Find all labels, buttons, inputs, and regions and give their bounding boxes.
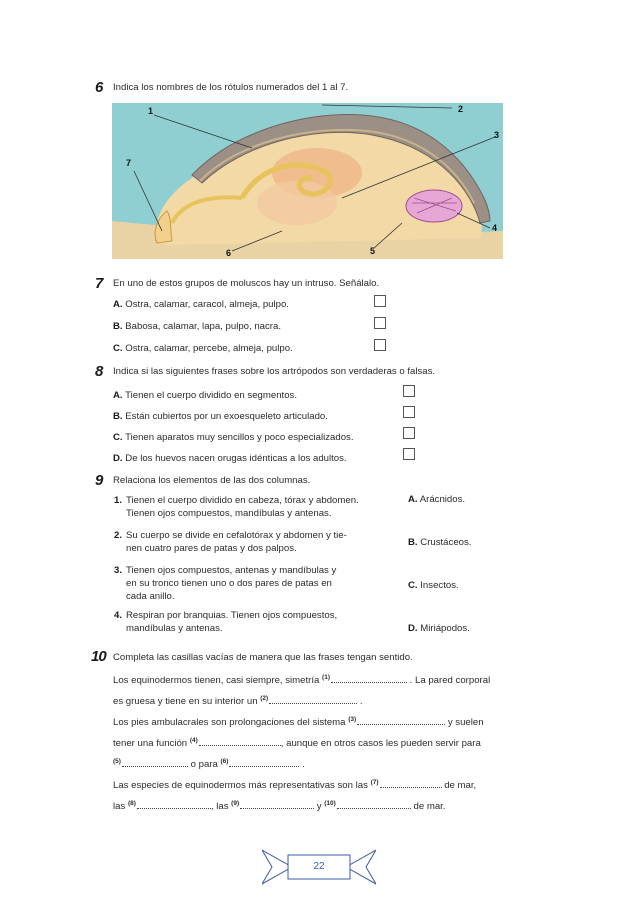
- q9-item-4-line-2: mandíbulas y antenas.: [126, 623, 223, 634]
- q9-item-2-line-2: nen cuatro pares de patas y dos palpos.: [126, 543, 297, 554]
- q10-sentence-2: [113, 693, 363, 708]
- exercise-number-8: 8: [95, 363, 103, 380]
- diagram-label-6: 6: [226, 248, 232, 258]
- q9-item-3-number: 3.: [114, 565, 123, 576]
- blank-8[interactable]: [137, 799, 211, 809]
- q9-item-4-line-1: Respiran por branquias. Tienen ojos compuestos,: [126, 610, 338, 621]
- exercise-10-prompt: Completa las casillas vacías de manera que las frases tengan sentido.: [113, 652, 413, 663]
- q7-checkbox-a[interactable]: [374, 295, 386, 307]
- q10-text-7b: , las: [210, 801, 229, 812]
- blank-marker-5: (5): [113, 758, 121, 765]
- diagram-label-1: 1: [148, 106, 154, 116]
- q7-option-c-text: Ostra, calamar, percebe, almeja, pulpo.: [125, 343, 293, 354]
- exercise-7-prompt: En uno de estos grupos de moluscos hay un intruso. Señálalo.: [113, 278, 380, 289]
- blank-marker-1: (1): [322, 674, 330, 681]
- exercise-number-10: 10: [91, 648, 106, 665]
- blank-marker-9: (9): [231, 800, 240, 807]
- q10-sentence-6: [113, 777, 476, 792]
- blank-9[interactable]: [240, 799, 314, 809]
- exercise-9-prompt: Relaciona los elementos de las dos columnas.: [113, 475, 311, 486]
- q10-text-4b: , aunque en otros casos les pueden servir para: [280, 738, 481, 749]
- page-number: 22: [313, 861, 325, 872]
- q9-answer-d-text: Miriápodos.: [420, 623, 470, 634]
- diagram-label-2: 2: [458, 104, 464, 114]
- mollusc-diagram-svg: [112, 103, 503, 259]
- q9-item-2-number: 2.: [114, 530, 123, 541]
- q10-text-7c: y: [316, 801, 322, 812]
- q8-option-b-text: Están cubiertos por un exoesqueleto articulado.: [125, 411, 328, 422]
- q8-checkbox-d[interactable]: [403, 448, 415, 460]
- q7-option-a: [113, 299, 289, 311]
- diagram-label-3: 3: [494, 130, 500, 140]
- q8-option-d-letter: D.: [113, 453, 123, 464]
- q10-text-5b: .: [302, 759, 305, 770]
- blank-marker-4: (4): [189, 737, 198, 744]
- q8-checkbox-a[interactable]: [403, 385, 415, 397]
- blank-6[interactable]: [229, 757, 299, 767]
- mollusc-diagram: [112, 103, 503, 259]
- q10-text-5a: o para: [190, 759, 218, 770]
- q9-answer-b-text: Crustáceos.: [420, 537, 472, 548]
- exercise-8-prompt: Indica si las siguientes frases sobre los artrópodos son verdaderas o falsas.: [113, 366, 436, 377]
- q8-option-b: [113, 411, 328, 423]
- q8-checkbox-c[interactable]: [403, 427, 415, 439]
- q9-answer-c-letter: C.: [408, 580, 418, 591]
- q8-option-b-letter: B.: [113, 411, 123, 422]
- q9-answer-a: [408, 494, 465, 506]
- q10-text-6a: Las especies de equinodermos más representativas son las: [113, 780, 368, 791]
- exercise-number-9: 9: [95, 472, 103, 489]
- q9-answer-b: [408, 537, 471, 549]
- q10-sentence-1: [113, 672, 490, 687]
- q8-option-a-text: Tienen el cuerpo dividido en segmentos.: [125, 390, 297, 401]
- q9-item-1-line-2: Tienen ojos compuestos, mandíbulas y antenas.: [126, 508, 332, 519]
- blank-3[interactable]: [357, 715, 445, 725]
- q9-answer-c: [408, 580, 459, 592]
- exercise-number-6: 6: [95, 79, 103, 96]
- q7-option-a-letter: A.: [113, 299, 123, 310]
- q10-text-1a: Los equinodermos tienen, casi siempre, simetría: [113, 675, 320, 686]
- q10-text-2a: es gruesa y tiene en su interior un: [113, 696, 258, 707]
- q9-item-1-line-1: Tienen el cuerpo dividido en cabeza, tórax y abdomen.: [126, 495, 359, 506]
- q10-text-7a: las: [113, 801, 126, 812]
- q9-item-3-line-1: Tienen ojos compuestos, antenas y mandíbulas y: [126, 565, 337, 576]
- q10-text-3b: y suelen: [447, 717, 484, 728]
- diagram-label-4: 4: [492, 223, 498, 233]
- q9-answer-d: [408, 623, 470, 635]
- blank-marker-8: (8): [127, 800, 136, 807]
- q9-answer-b-letter: B.: [408, 537, 418, 548]
- blank-marker-10: (10): [324, 800, 336, 807]
- exercise-number-7: 7: [95, 275, 103, 292]
- q8-option-d: [113, 453, 347, 465]
- q7-option-c: [113, 343, 293, 355]
- q8-option-d-text: De los huevos nacen orugas idénticas a los adultos.: [125, 453, 347, 464]
- q8-checkbox-b[interactable]: [403, 406, 415, 418]
- q10-sentence-3: [113, 714, 484, 729]
- q10-text-2b: .: [359, 696, 363, 707]
- q9-answer-d-letter: D.: [408, 623, 418, 634]
- q7-option-a-text: Ostra, calamar, caracol, almeja, pulpo.: [125, 299, 289, 310]
- blank-1[interactable]: [331, 673, 407, 683]
- blank-2[interactable]: [269, 694, 357, 704]
- blank-marker-6: (6): [220, 758, 229, 765]
- q9-answer-c-text: Insectos.: [420, 580, 459, 591]
- q10-text-1b: . La pared corporal: [409, 675, 491, 686]
- q10-sentence-4: [113, 735, 481, 750]
- q8-option-c: [113, 432, 354, 444]
- q9-item-1-number: 1.: [114, 495, 123, 506]
- blank-7[interactable]: [380, 778, 442, 788]
- q10-text-6b: de mar,: [444, 780, 477, 791]
- blank-marker-3: (3): [348, 716, 357, 723]
- q10-text-7d: de mar.: [413, 801, 446, 812]
- blank-marker-7: (7): [370, 779, 379, 786]
- q10-sentence-7: [113, 798, 446, 813]
- diagram-label-7: 7: [126, 158, 132, 168]
- exercise-6-prompt: Indica los nombres de los rótulos numerados del 1 al 7.: [113, 82, 349, 93]
- blank-4[interactable]: [199, 736, 281, 746]
- q10-text-3a: Los pies ambulacrales son prolongaciones del sistema: [113, 717, 346, 728]
- q9-item-4-number: 4.: [114, 610, 123, 621]
- q10-text-4a: tener una función: [113, 738, 188, 749]
- q9-item-2-line-1: Su cuerpo se divide en cefalotórax y abdomen y tie-: [126, 530, 347, 541]
- diagram-label-5: 5: [370, 246, 376, 256]
- q7-checkbox-b[interactable]: [374, 317, 386, 329]
- q8-option-c-text: Tienen aparatos muy sencillos y poco especializados.: [125, 432, 354, 443]
- q8-option-c-letter: C.: [113, 432, 123, 443]
- q8-option-a-letter: A.: [113, 390, 123, 401]
- q9-item-3-line-3: cada anillo.: [126, 591, 175, 602]
- q10-sentence-5: [113, 756, 305, 771]
- q8-option-a: [113, 390, 297, 402]
- q7-option-b-letter: B.: [113, 321, 123, 332]
- page-number-banner: [262, 848, 376, 886]
- blank-marker-2: (2): [260, 695, 269, 702]
- q9-answer-a-text: Arácnidos.: [419, 494, 466, 505]
- q7-option-b-text: Babosa, calamar, lapa, pulpo, nacra.: [125, 321, 281, 332]
- q9-answer-a-letter: A.: [408, 494, 418, 505]
- q9-item-3-line-2: en su tronco tienen uno o dos pares de patas en: [126, 578, 332, 589]
- blank-5[interactable]: [122, 757, 188, 767]
- q7-checkbox-c[interactable]: [374, 339, 386, 351]
- q7-option-b: [113, 321, 281, 333]
- q7-option-c-letter: C.: [113, 343, 123, 354]
- blank-10[interactable]: [337, 799, 411, 809]
